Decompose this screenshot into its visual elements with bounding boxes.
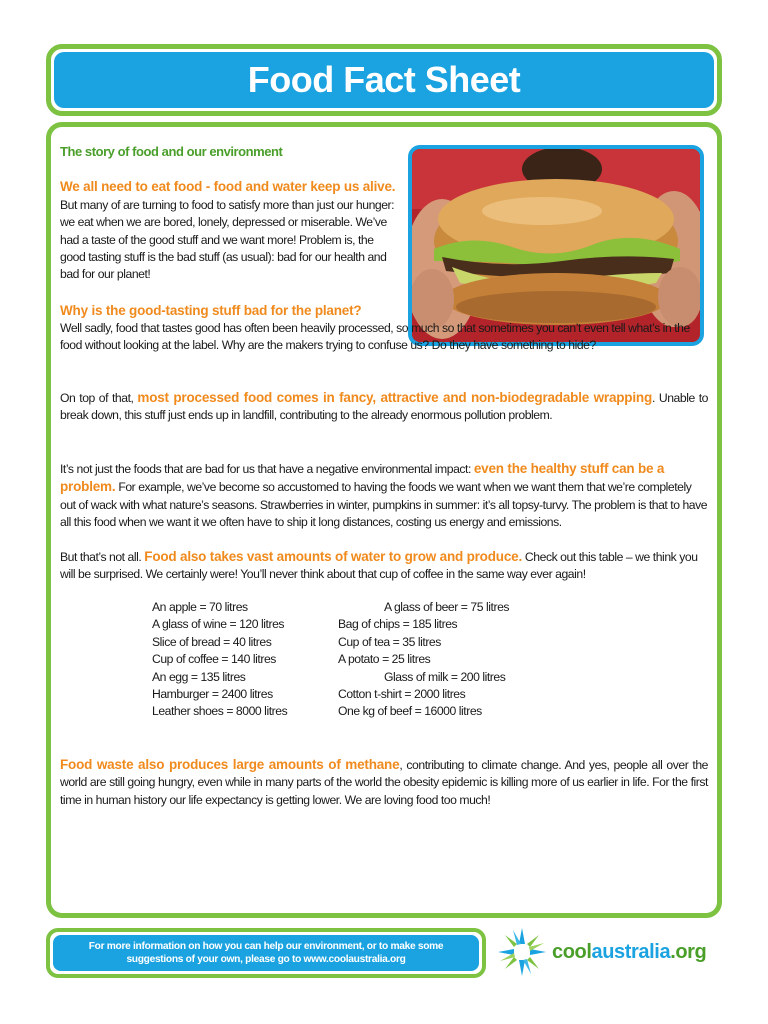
paragraph-6-text: [60, 756, 708, 809]
paragraph-4-text: [60, 460, 708, 532]
paragraph-5: [60, 548, 708, 584]
table-row: [152, 703, 572, 720]
highlight-water: Food also takes vast amounts of water to grow and produce.: [144, 549, 522, 564]
table-cell: An egg = 135 litres: [152, 669, 246, 684]
logo-cool: cool: [552, 940, 592, 963]
coolaustralia-logo[interactable]: [496, 924, 736, 980]
paragraph-3-pre: On top of that,: [60, 391, 138, 405]
table-row: [152, 686, 572, 703]
highlight-alive: We all need to eat food - food and water keep us alive.: [60, 179, 396, 195]
section-subtitle: The story of food and our environment: [60, 144, 283, 159]
starburst-logo-icon: [496, 926, 548, 978]
table-row: [152, 651, 572, 668]
paragraph-2-heading: [60, 302, 400, 320]
table-cell: Cup of tea = 35 litres: [338, 634, 441, 649]
paragraph-5-text: [60, 548, 708, 584]
table-row: [152, 634, 572, 651]
paragraph-5-pre: But that’s not all.: [60, 550, 145, 564]
paragraph-3-text: [60, 389, 708, 425]
highlight-methane: Food waste also produces large amounts of methane: [60, 757, 400, 772]
paragraph-4-post: For example, we’ve become so accustomed to having the foods we want when we want them that we’re completely out of wack with what nature’s seasons. Strawberries in winter, pumpkins in summer: it’s all topsy-turvy. The problem is that to have all this food when we want it we often have to ship it long distances, costing us energy and emissions.: [60, 480, 708, 530]
table-cell: Cotton t-shirt = 2000 litres: [338, 686, 466, 701]
paragraph-2-text: Well sadly, food that tastes good has often been heavily processed, so much so that sometimes you can’t even tell what’s in the food without looking at the label. Why are the makers trying to confuse us? Do they have something to hide?: [60, 321, 690, 353]
page-title: Food Fact Sheet: [247, 59, 521, 100]
table-cell: A glass of beer = 75 litres: [384, 600, 510, 614]
paragraph-2: [60, 320, 708, 355]
paragraph-2-body: [60, 320, 708, 355]
table-cell: Cup of coffee = 140 litres: [152, 652, 276, 667]
table-cell: A glass of wine = 120 litres: [152, 617, 285, 632]
title-banner: [46, 44, 722, 116]
table-cell: A potato = 25 litres: [338, 652, 431, 667]
logo-wordmark: [552, 941, 706, 964]
table-cell: One kg of beef = 16000 litres: [338, 704, 482, 719]
paragraph-6-post: , contributing to climate change. And yes, people all over the world are still going hungry, even while in many parts of the world the obesity epidemic is killing more of us earlier in life. For the first time in human history our life expectancy is getting lower. We are loving food too much!: [60, 758, 708, 807]
table-cell: Glass of milk = 200 litres: [384, 669, 506, 684]
hamburger-photo: [408, 145, 704, 346]
intro-column: [60, 143, 400, 320]
paragraph-1: [60, 178, 400, 283]
highlight-wrapping: most processed food comes in fancy, attractive and non-biodegradable wrapping: [137, 390, 653, 405]
paragraph-5-post: Check out this table – we think you will be surprised. We certainly were! You’ll never think about that cup of coffee in the same way ever again!: [60, 550, 698, 582]
table-cell: Slice of bread = 40 litres: [152, 634, 272, 649]
highlight-why-bad: Why is the good-tasting stuff bad for the planet?: [60, 302, 362, 318]
table-cell: An apple = 70 litres: [152, 600, 248, 614]
table-row: [152, 616, 572, 633]
hamburger-illustration: [412, 149, 700, 342]
table-row: [152, 599, 572, 616]
paragraph-4-pre: It’s not just the foods that are bad for us that have a negative environmental impact:: [60, 462, 474, 476]
water-usage-table: [152, 599, 572, 721]
table-cell: Leather shoes = 8000 litres: [152, 704, 288, 719]
footer-info-box: [46, 928, 486, 978]
paragraph-1-body: But many of are turning to food to satisfy more than just our hunger: we eat when we are bored, lonely, depressed or miserable. We’ve had a taste of the good stuff and we want more! Problem is, the good tasting stuff is the bad stuff (as usual): bad for our health and bad for our planet!: [60, 197, 395, 282]
table-row: [152, 669, 572, 686]
highlight-healthy-stuff: even the healthy stuff can be a problem.: [60, 461, 665, 495]
table-cell: Hamburger = 2400 litres: [152, 686, 273, 701]
table-cell: Bag of chips = 185 litres: [338, 617, 458, 632]
paragraph-4: [60, 460, 708, 532]
paragraph-3: [60, 389, 708, 425]
paragraph-3-post: . Unable to break down, this stuff just ends up in landfill, contributing to the already enormous pollution problem.: [60, 391, 708, 423]
footer-info-text[interactable]: For more information on how you can help our environment, or to make some suggestions of your own, please go to www.coolaustralia.org: [53, 935, 479, 971]
logo-org: .org: [670, 940, 707, 963]
title-panel: [54, 52, 714, 108]
logo-australia: australia: [591, 940, 671, 963]
paragraph-6: [60, 756, 708, 809]
